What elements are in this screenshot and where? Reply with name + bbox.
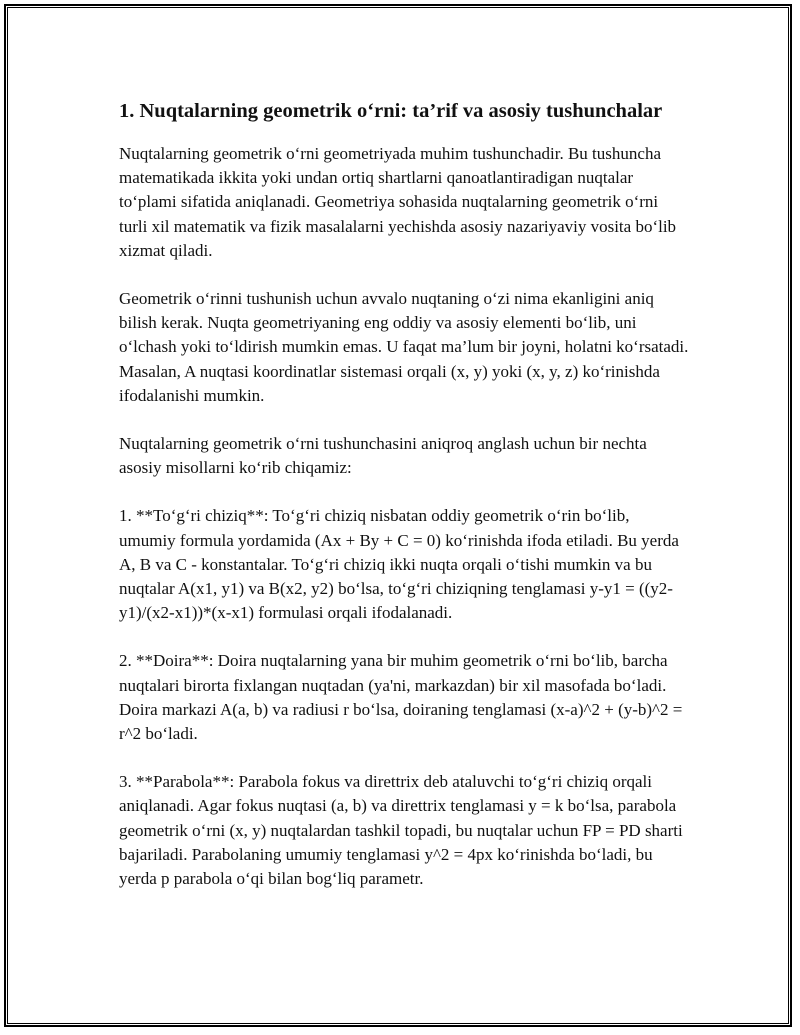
section-title: 1. Nuqtalarning geometrik o‘rni: ta’rif va asosiy tushunchalar xyxy=(119,100,663,122)
paragraph-intro: Nuqtalarning geometrik o‘rni geometriyada muhim tushunchadir. Bu tushuncha matematikada ikkita yoki undan ortiq shartlarni qanoatlantiradigan nuqtalar to‘plami sifatida aniqlanadi. Geometriya sohasida nuqtalarning geometrik o‘rni turli xil matematik va fizik masalalarni yechishda asosiy nazariyaviy vosita bo‘lib xizmat qiladi. xyxy=(119,144,677,260)
document-body xyxy=(119,94,689,915)
page-frame xyxy=(4,4,792,1027)
paragraph-examples-intro: Nuqtalarning geometrik o‘rni tushunchasini aniqroq anglash uchun bir nechta asosiy misollarni ko‘rib chiqamiz: xyxy=(119,434,647,478)
paragraph-circle: 2. **Doira**: Doira nuqtalarning yana bir muhim geometrik o‘rni bo‘lib, barcha nuqtalari birorta fixlangan nuqtadan (ya'ni, markazdan) bir xil masofada bo‘ladi. Doira markazi A(a, b) va radiusi r bo‘lsa, doiraning tenglamasi (x-a)^2 + (y-b)^2 = r^2 bo‘ladi. xyxy=(119,651,683,744)
paragraph-straight-line: 1. **To‘g‘ri chiziq**: To‘g‘ri chiziq nisbatan oddiy geometrik o‘rin bo‘lib, umumiy formula yordamida (Ax + By + C = 0) ko‘rinishda ifoda etiladi. Bu yerda A, B va C - konstantalar. To‘g‘ri chiziq ikki nuqta orqali o‘tishi mumkin va bu nuqtalar A(x1, y1) va B(x2, y2) bo‘lsa, to‘g‘ri chiziqning tenglamasi y-y1 = ((y2-y1)/(x2-x1))*(x-x1) formulasi orqali ifodalanadi. xyxy=(119,506,679,623)
paragraph-point-definition: Geometrik o‘rinni tushunish uchun avvalo nuqtaning o‘zi nima ekanligini aniq bilish kerak. Nuqta geometriyaning eng oddiy va asosiy elementi bo‘lib, uni o‘lchash yoki to‘ldirish mumkin emas. U faqat ma’lum bir joyni, holatni ko‘rsatadi. Masalan, A nuqtasi koordinatlar sistemasi orqali (x, y) yoki (x, y, z) ko‘rinishda ifodalanishi mumkin. xyxy=(119,289,689,405)
paragraph-parabola: 3. **Parabola**: Parabola fokus va direttrix deb ataluvchi to‘g‘ri chiziq orqali aniqlanadi. Agar fokus nuqtasi (a, b) va direttrix tenglamasi y = k bo‘lsa, parabola geometrik o‘rni (x, y) nuqtalardan tashkil topadi, bu nuqtalar uchun FP = PD sharti bajariladi. Parabolaning umumiy tenglamasi y^2 = 4px ko‘rinishda bo‘ladi, bu yerda p parabola o‘qi bilan bog‘liq parametr. xyxy=(119,772,683,889)
